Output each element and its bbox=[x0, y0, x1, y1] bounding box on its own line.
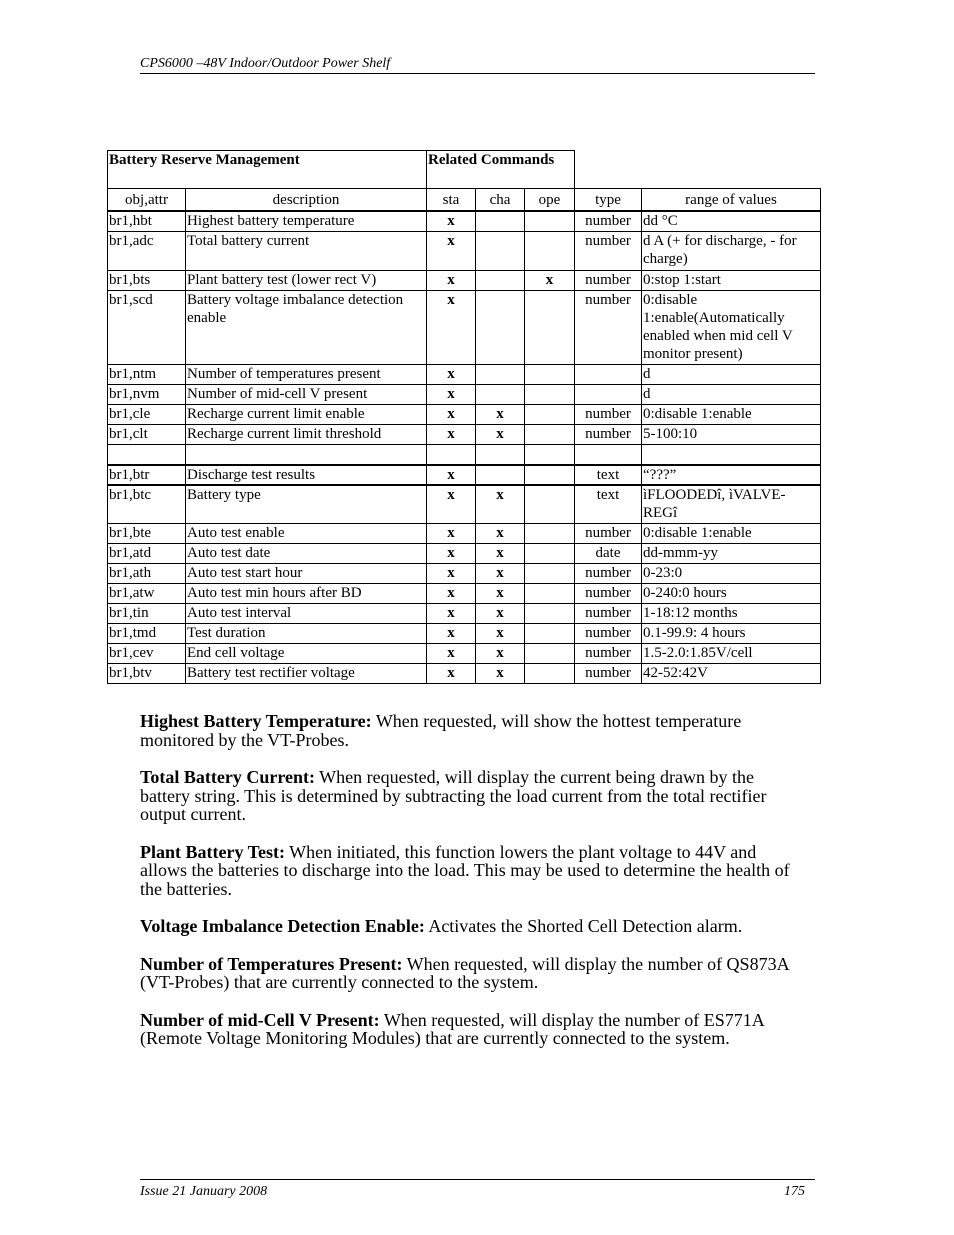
table-related-title: Related Commands bbox=[427, 151, 575, 189]
cell-sta: x bbox=[427, 270, 476, 290]
description-term: Plant Battery Test: bbox=[140, 841, 285, 862]
table-row bbox=[108, 384, 821, 404]
cell-sta: x bbox=[427, 404, 476, 424]
cell-obj-attr: br1,cle bbox=[108, 404, 186, 424]
table-row bbox=[108, 523, 821, 543]
description-paragraph bbox=[140, 768, 800, 824]
cell-ope bbox=[525, 523, 575, 543]
description-paragraph bbox=[140, 917, 800, 936]
cell-description: Recharge current limit threshold bbox=[186, 424, 427, 444]
cell-sta: x bbox=[427, 231, 476, 270]
cell-obj-attr: br1,cev bbox=[108, 643, 186, 663]
cell-range: “???” bbox=[642, 465, 821, 485]
cell-obj-attr: br1,bte bbox=[108, 523, 186, 543]
cell-type bbox=[575, 384, 642, 404]
cell-obj-attr: br1,tmd bbox=[108, 623, 186, 643]
cell-description: End cell voltage bbox=[186, 643, 427, 663]
cell-ope bbox=[525, 543, 575, 563]
cell-description: Battery type bbox=[186, 485, 427, 523]
cell-description: Test duration bbox=[186, 623, 427, 643]
cell-range: 5-100:10 bbox=[642, 424, 821, 444]
cell-sta bbox=[427, 444, 476, 465]
cell-ope bbox=[525, 384, 575, 404]
cell-obj-attr: br1,clt bbox=[108, 424, 186, 444]
cell-cha: x bbox=[476, 603, 525, 623]
page-number: 175 bbox=[784, 1184, 805, 1199]
cell-obj-attr: br1,scd bbox=[108, 290, 186, 364]
cell-obj-attr: br1,atw bbox=[108, 583, 186, 603]
column-header: description bbox=[186, 189, 427, 212]
description-term: Number of Temperatures Present: bbox=[140, 953, 403, 974]
cell-range: dd-mmm-yy bbox=[642, 543, 821, 563]
cell-cha: x bbox=[476, 523, 525, 543]
cell-cha bbox=[476, 465, 525, 485]
description-text: When requested, will display the number of ES771A (Remote Voltage Monitoring Modules) that are currently connected to the system. bbox=[140, 1009, 764, 1048]
cell-description: Auto test enable bbox=[186, 523, 427, 543]
cell-ope bbox=[525, 643, 575, 663]
cell-description bbox=[186, 444, 427, 465]
column-header: type bbox=[575, 189, 642, 212]
cell-ope bbox=[525, 424, 575, 444]
description-text: When requested, will display the number of QS873A (VT-Probes) that are currently connected to the system. bbox=[140, 953, 789, 992]
cell-cha: x bbox=[476, 563, 525, 583]
table-row bbox=[108, 404, 821, 424]
description-text: When requested, will display the current being drawn by the battery string. This is determined by subtracting the load current from the total rectifier output current. bbox=[140, 767, 767, 824]
cell-cha: x bbox=[476, 543, 525, 563]
cell-obj-attr: br1,nvm bbox=[108, 384, 186, 404]
cell-cha bbox=[476, 364, 525, 384]
footer-issue: Issue 21 January 2008 bbox=[140, 1184, 268, 1199]
cell-obj-attr: br1,bts bbox=[108, 270, 186, 290]
battery-reserve-table bbox=[107, 150, 821, 684]
cell-obj-attr: br1,tin bbox=[108, 603, 186, 623]
cell-sta: x bbox=[427, 563, 476, 583]
cell-description: Number of mid-cell V present bbox=[186, 384, 427, 404]
cell-description: Total battery current bbox=[186, 231, 427, 270]
cell-type: number bbox=[575, 663, 642, 683]
cell-range: 0:disable 1:enable(Automatically enabled when mid cell V monitor present) bbox=[642, 290, 821, 364]
table-row bbox=[108, 444, 821, 465]
cell-range: 0.1-99.9: 4 hours bbox=[642, 623, 821, 643]
cell-ope bbox=[525, 444, 575, 465]
cell-type: date bbox=[575, 543, 642, 563]
page-header-title: CPS6000 –48V Indoor/Outdoor Power Shelf bbox=[140, 56, 391, 71]
description-text: When requested, will show the hottest temperature monitored by the VT-Probes. bbox=[140, 711, 742, 750]
cell-description: Number of temperatures present bbox=[186, 364, 427, 384]
cell-sta: x bbox=[427, 623, 476, 643]
table-row bbox=[108, 485, 821, 523]
column-header: sta bbox=[427, 189, 476, 212]
cell-cha bbox=[476, 231, 525, 270]
cell-description: Battery test rectifier voltage bbox=[186, 663, 427, 683]
cell-type: number bbox=[575, 523, 642, 543]
description-text: When initiated, this function lowers the plant voltage to 44V and allows the batteries to discharge into the load. This may be used to determine the health of the batteries. bbox=[140, 841, 790, 899]
cell-type: number bbox=[575, 603, 642, 623]
cell-type: number bbox=[575, 404, 642, 424]
table-row bbox=[108, 364, 821, 384]
cell-type: number bbox=[575, 424, 642, 444]
cell-sta: x bbox=[427, 643, 476, 663]
cell-obj-attr: br1,btv bbox=[108, 663, 186, 683]
table-row bbox=[108, 663, 821, 683]
cell-cha: x bbox=[476, 485, 525, 523]
cell-ope bbox=[525, 485, 575, 523]
cell-range: d bbox=[642, 384, 821, 404]
cell-description: Auto test min hours after BD bbox=[186, 583, 427, 603]
cell-cha bbox=[476, 384, 525, 404]
cell-cha: x bbox=[476, 404, 525, 424]
cell-ope bbox=[525, 583, 575, 603]
cell-cha bbox=[476, 290, 525, 364]
table-column-headers bbox=[108, 189, 821, 212]
cell-type: number bbox=[575, 231, 642, 270]
cell-obj-attr: br1,btc bbox=[108, 485, 186, 523]
cell-type: number bbox=[575, 643, 642, 663]
table-row bbox=[108, 563, 821, 583]
cell-description: Discharge test results bbox=[186, 465, 427, 485]
cell-range: 0:disable 1:enable bbox=[642, 404, 821, 424]
cell-range bbox=[642, 444, 821, 465]
table-row bbox=[108, 211, 821, 231]
cell-cha: x bbox=[476, 583, 525, 603]
table-row bbox=[108, 290, 821, 364]
cell-range: 0:disable 1:enable bbox=[642, 523, 821, 543]
cell-range: dd °C bbox=[642, 211, 821, 231]
attribute-descriptions bbox=[140, 712, 800, 1067]
cell-type: number bbox=[575, 583, 642, 603]
cell-description: Auto test date bbox=[186, 543, 427, 563]
cell-type: number bbox=[575, 563, 642, 583]
footer-rule bbox=[140, 1179, 815, 1180]
cell-ope bbox=[525, 231, 575, 270]
cell-cha: x bbox=[476, 643, 525, 663]
table-row bbox=[108, 424, 821, 444]
cell-sta: x bbox=[427, 211, 476, 231]
column-header: ope bbox=[525, 189, 575, 212]
cell-type bbox=[575, 364, 642, 384]
cell-sta: x bbox=[427, 583, 476, 603]
cell-type: number bbox=[575, 290, 642, 364]
cell-range: 0:stop 1:start bbox=[642, 270, 821, 290]
table-row bbox=[108, 603, 821, 623]
cell-ope bbox=[525, 663, 575, 683]
cell-range: 1-18:12 months bbox=[642, 603, 821, 623]
cell-sta: x bbox=[427, 384, 476, 404]
cell-description: Highest battery temperature bbox=[186, 211, 427, 231]
description-text: Activates the Shorted Cell Detection alarm. bbox=[424, 916, 743, 936]
description-term: Number of mid-Cell V Present: bbox=[140, 1009, 380, 1030]
cell-ope: x bbox=[525, 270, 575, 290]
cell-sta: x bbox=[427, 543, 476, 563]
cell-obj-attr: br1,btr bbox=[108, 465, 186, 485]
cell-ope bbox=[525, 211, 575, 231]
cell-cha bbox=[476, 211, 525, 231]
table-row bbox=[108, 231, 821, 270]
table-row bbox=[108, 623, 821, 643]
cell-type bbox=[575, 444, 642, 465]
cell-ope bbox=[525, 364, 575, 384]
cell-ope bbox=[525, 404, 575, 424]
cell-range: d bbox=[642, 364, 821, 384]
description-term: Voltage Imbalance Detection Enable: bbox=[140, 916, 425, 936]
cell-type: text bbox=[575, 485, 642, 523]
cell-description: Recharge current limit enable bbox=[186, 404, 427, 424]
cell-range: 1.5-2.0:1.85V/cell bbox=[642, 643, 821, 663]
cell-range: 0-240:0 hours bbox=[642, 583, 821, 603]
cell-ope bbox=[525, 465, 575, 485]
table-row bbox=[108, 643, 821, 663]
description-term: Highest Battery Temperature: bbox=[140, 711, 372, 731]
column-header: obj,attr bbox=[108, 189, 186, 212]
cell-range: ìFLOODEDî, ìVALVE-REGî bbox=[642, 485, 821, 523]
cell-description: Plant battery test (lower rect V) bbox=[186, 270, 427, 290]
table-group-title: Battery Reserve Management bbox=[108, 151, 427, 189]
cell-obj-attr: br1,ntm bbox=[108, 364, 186, 384]
cell-type: number bbox=[575, 211, 642, 231]
cell-cha bbox=[476, 270, 525, 290]
cell-description: Auto test start hour bbox=[186, 563, 427, 583]
cell-cha: x bbox=[476, 663, 525, 683]
cell-description: Battery voltage imbalance detection enable bbox=[186, 290, 427, 364]
cell-obj-attr: br1,ath bbox=[108, 563, 186, 583]
cell-sta: x bbox=[427, 364, 476, 384]
cell-range: d A (+ for discharge, - for charge) bbox=[642, 231, 821, 270]
description-paragraph bbox=[140, 1011, 800, 1048]
cell-ope bbox=[525, 603, 575, 623]
cell-type: text bbox=[575, 465, 642, 485]
cell-obj-attr: br1,atd bbox=[108, 543, 186, 563]
table-row bbox=[108, 270, 821, 290]
table-row bbox=[108, 583, 821, 603]
cell-type: number bbox=[575, 623, 642, 643]
cell-ope bbox=[525, 623, 575, 643]
header-rule bbox=[140, 73, 815, 74]
cell-range: 0-23:0 bbox=[642, 563, 821, 583]
cell-cha: x bbox=[476, 424, 525, 444]
description-paragraph bbox=[140, 843, 800, 899]
description-paragraph bbox=[140, 712, 800, 749]
column-header: cha bbox=[476, 189, 525, 212]
cell-type: number bbox=[575, 270, 642, 290]
cell-sta: x bbox=[427, 523, 476, 543]
description-paragraph bbox=[140, 955, 800, 992]
description-term: Total Battery Current: bbox=[140, 767, 315, 787]
cell-cha: x bbox=[476, 623, 525, 643]
cell-cha bbox=[476, 444, 525, 465]
cell-sta: x bbox=[427, 424, 476, 444]
cell-sta: x bbox=[427, 290, 476, 364]
table-row bbox=[108, 465, 821, 485]
cell-description: Auto test interval bbox=[186, 603, 427, 623]
table-row bbox=[108, 543, 821, 563]
cell-obj-attr: br1,hbt bbox=[108, 211, 186, 231]
cell-sta: x bbox=[427, 465, 476, 485]
cell-sta: x bbox=[427, 485, 476, 523]
cell-sta: x bbox=[427, 603, 476, 623]
cell-obj-attr: br1,adc bbox=[108, 231, 186, 270]
cell-sta: x bbox=[427, 663, 476, 683]
cell-obj-attr bbox=[108, 444, 186, 465]
cell-range: 42-52:42V bbox=[642, 663, 821, 683]
cell-ope bbox=[525, 563, 575, 583]
column-header: range of values bbox=[642, 189, 821, 212]
cell-ope bbox=[525, 290, 575, 364]
